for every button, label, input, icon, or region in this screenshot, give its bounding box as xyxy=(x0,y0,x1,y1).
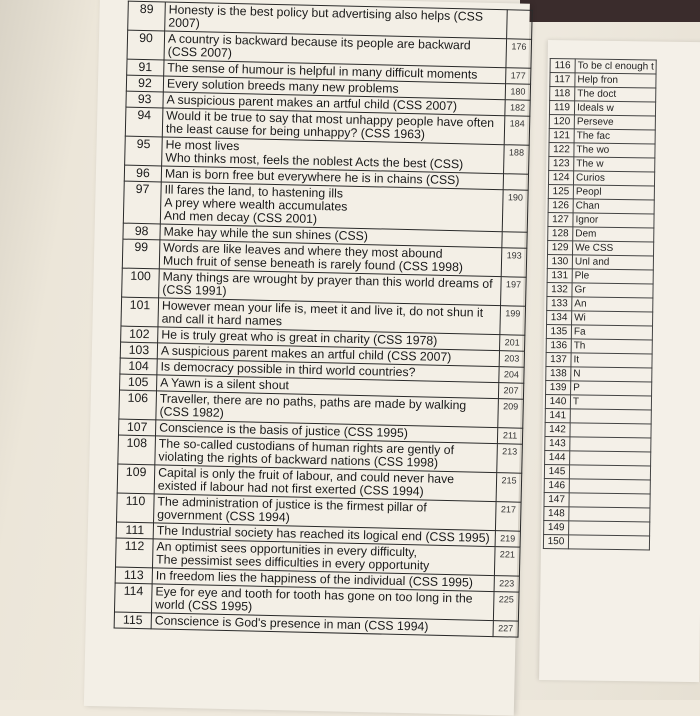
table-row xyxy=(547,311,653,326)
essay-topic xyxy=(570,423,651,438)
table-row xyxy=(544,520,650,535)
essay-topic: A country is backward because its people are backward (CSS 2007) xyxy=(164,31,507,68)
essay-topic xyxy=(568,535,649,550)
table-row xyxy=(544,464,650,479)
row-number: 150 xyxy=(543,534,568,548)
table-row xyxy=(545,450,651,465)
table-row xyxy=(548,171,654,186)
essay-topic: Conscience is the basis of justice (CSS 1995) xyxy=(155,420,497,444)
row-number: 146 xyxy=(544,478,569,492)
row-number: 106 xyxy=(119,390,157,420)
page-number: 203 xyxy=(499,351,524,368)
page-number: 207 xyxy=(498,383,523,400)
row-number: 129 xyxy=(548,241,573,255)
essay-topic: The administration of justice is the firmest pillar of government (CSS 1994) xyxy=(154,494,497,531)
essay-topic xyxy=(570,409,651,424)
row-number: 116 xyxy=(550,59,575,73)
page-number: 184 xyxy=(504,116,530,146)
background-surface xyxy=(520,0,700,22)
table-row xyxy=(545,395,651,410)
page-number: 190 xyxy=(502,190,528,233)
row-number: 145 xyxy=(544,464,569,478)
essay-topic: Gr xyxy=(572,283,653,298)
page-number: 217 xyxy=(495,502,521,532)
row-number: 113 xyxy=(115,567,152,584)
page-number: 227 xyxy=(493,621,518,638)
row-number: 138 xyxy=(546,367,571,381)
row-number: 128 xyxy=(548,227,573,241)
page-number: 211 xyxy=(497,428,522,445)
essay-topic: Make hay while the sun shines (CSS) xyxy=(160,224,502,248)
page-number: 219 xyxy=(495,531,520,548)
essay-topic: Wi xyxy=(572,311,653,326)
essay-topic: T xyxy=(570,395,651,410)
table-row xyxy=(543,534,649,549)
table-row xyxy=(546,339,652,354)
page-number: 223 xyxy=(494,576,519,593)
essay-topic: Eye for eye and tooth for tooth has gone on too long in the world (CSS 1995) xyxy=(151,584,494,621)
essay-topic xyxy=(570,437,651,452)
essay-topic xyxy=(569,507,650,522)
essay-topic: Would it be true to say that most unhappy people have often the least cause for being unhappy? (CSS 1963) xyxy=(162,108,505,145)
row-number: 115 xyxy=(114,612,151,629)
page-number: 176 xyxy=(506,39,532,69)
page-number: 180 xyxy=(505,84,530,101)
essay-topic: The fac xyxy=(574,129,655,144)
essay-topic: The wo xyxy=(574,143,655,158)
row-number: 99 xyxy=(122,239,160,269)
table-row xyxy=(550,87,656,102)
essay-topic: Th xyxy=(571,339,652,354)
table-row xyxy=(547,269,653,284)
essay-topic: The Industrial society has reached its logical end (CSS 1995) xyxy=(153,523,495,547)
page-number: 182 xyxy=(505,100,530,117)
row-number: 89 xyxy=(128,1,166,31)
row-number: 94 xyxy=(125,107,163,137)
table-row xyxy=(545,408,651,423)
row-number: 127 xyxy=(548,213,573,227)
row-number: 143 xyxy=(545,436,570,450)
essay-topic: Peopl xyxy=(573,185,654,200)
row-number: 121 xyxy=(549,129,574,143)
contents-table xyxy=(114,1,533,638)
table-row xyxy=(544,478,650,493)
right-page xyxy=(539,40,700,682)
essay-topic: Ideals w xyxy=(574,101,655,116)
essay-topic: However mean your life is, meet it and live it, do not shun it and call it hard names xyxy=(158,298,501,335)
essay-topic: Chan xyxy=(573,199,654,214)
main-page xyxy=(84,0,530,716)
row-number: 118 xyxy=(550,87,575,101)
table-row xyxy=(548,213,654,228)
essay-topic: Help fron xyxy=(575,73,656,88)
essay-topic: Perseve xyxy=(574,115,655,130)
page-number: 197 xyxy=(501,277,527,307)
row-number: 120 xyxy=(549,115,574,129)
essay-topic: N xyxy=(571,367,652,382)
row-number: 122 xyxy=(549,143,574,157)
page-number: 201 xyxy=(500,335,525,352)
row-number: 105 xyxy=(120,374,157,391)
essay-topic: The w xyxy=(574,157,655,172)
row-number: 133 xyxy=(547,297,572,311)
table-row xyxy=(548,241,654,256)
table-row xyxy=(546,381,652,396)
row-number: 101 xyxy=(121,297,159,327)
essay-topic: An optimist sees opportunities in every difficulty, The pessimist sees difficulties in every opportunity xyxy=(152,539,495,576)
table-row xyxy=(547,255,653,270)
essay-topic xyxy=(570,451,651,466)
essay-topic: The sense of humour is helpful in many difficult moments xyxy=(164,60,506,84)
page-number: 225 xyxy=(493,592,519,622)
essay-topic: Ill fares the land, to hastening ills A prey where wealth accumulates And men decay (CSS 2001) xyxy=(160,182,503,232)
row-number: 109 xyxy=(117,464,155,494)
essay-topic: Ignor xyxy=(573,213,654,228)
table-row xyxy=(550,73,656,88)
row-number: 119 xyxy=(549,101,574,115)
essay-topic: Ple xyxy=(572,269,653,284)
row-number: 102 xyxy=(121,326,158,343)
essay-topic: Is democracy possible in third world countries? xyxy=(157,359,499,383)
table-row xyxy=(546,367,652,382)
row-number: 100 xyxy=(122,268,160,298)
table-row xyxy=(549,143,655,158)
essay-topic: The so-called custodians of human rights are gently of violating the rights of backward nations (CSS 1998) xyxy=(155,436,498,473)
essay-topic: In freedom lies the happiness of the individual (CSS 1995) xyxy=(152,568,494,592)
row-number: 93 xyxy=(126,91,163,108)
essay-topic: Honesty is the best policy but advertising also helps (CSS 2007) xyxy=(165,2,508,39)
row-number: 90 xyxy=(127,30,165,60)
page-number: 177 xyxy=(506,68,531,85)
essay-topic: A Yawn is a silent shout xyxy=(157,375,499,399)
row-number: 131 xyxy=(547,269,572,283)
essay-topic: Many things are wrought by prayer than this world dreams of (CSS 1991) xyxy=(159,269,502,306)
page-number xyxy=(502,232,527,249)
essay-topic xyxy=(569,479,650,494)
essay-topic: Every solution breeds many new problems xyxy=(163,76,505,100)
table-row xyxy=(546,353,652,368)
essay-topic xyxy=(569,465,650,480)
row-number: 96 xyxy=(124,165,161,182)
essay-topic xyxy=(569,521,650,536)
row-number: 98 xyxy=(123,223,160,240)
row-number: 134 xyxy=(547,311,572,325)
row-number: 111 xyxy=(116,522,153,539)
row-number: 107 xyxy=(118,419,155,436)
row-number: 126 xyxy=(548,199,573,213)
row-number: 144 xyxy=(545,450,570,464)
table-row xyxy=(547,297,653,312)
row-number: 139 xyxy=(546,381,571,395)
essay-topic xyxy=(569,493,650,508)
table-row xyxy=(549,157,655,172)
row-number: 124 xyxy=(548,171,573,185)
table-row xyxy=(548,185,654,200)
row-number: 97 xyxy=(123,181,161,224)
row-number: 135 xyxy=(546,325,571,339)
page-number: 213 xyxy=(497,444,523,474)
row-number: 110 xyxy=(117,493,155,523)
row-number: 137 xyxy=(546,353,571,367)
row-number: 140 xyxy=(545,395,570,409)
essay-topic: Dem xyxy=(573,227,654,242)
table-row xyxy=(550,59,656,74)
essay-topic: Words are like leaves and where they most abound Much fruit of sense beneath is rarely found (CSS 1998) xyxy=(159,240,502,277)
page-number: 193 xyxy=(501,248,527,278)
row-number: 123 xyxy=(549,157,574,171)
page-number xyxy=(507,10,533,40)
row-number: 108 xyxy=(118,435,156,465)
essay-topic: The doct xyxy=(575,87,656,102)
row-number: 132 xyxy=(547,283,572,297)
row-number: 104 xyxy=(120,358,157,375)
row-number: 136 xyxy=(546,339,571,353)
essay-topic: Capital is only the fruit of labour, and could never have existed if labour had not first exerted (CSS 1994) xyxy=(154,465,497,502)
table-row xyxy=(545,422,651,437)
row-number: 92 xyxy=(126,75,163,92)
essay-topic: To be cl enough t xyxy=(575,59,656,74)
essay-topic: A suspicious parent makes an artful child (CSS 2007) xyxy=(163,92,505,116)
table-row xyxy=(548,199,654,214)
page-number xyxy=(503,174,528,191)
row-number: 149 xyxy=(544,520,569,534)
table-row xyxy=(547,283,653,298)
essay-topic: Fa xyxy=(571,325,652,340)
page-number: 188 xyxy=(504,145,530,175)
row-number: 114 xyxy=(114,583,152,613)
essay-topic: Unl and xyxy=(572,255,653,270)
table-row xyxy=(545,436,651,451)
row-number: 112 xyxy=(116,538,154,568)
table-row xyxy=(548,227,654,242)
essay-topic: Curios xyxy=(573,171,654,186)
essay-topic: He most lives Who thinks most, feels the noblest Acts the best (CSS) xyxy=(162,137,505,174)
right-contents-table xyxy=(543,58,657,550)
table-row xyxy=(549,129,655,144)
page-number: 215 xyxy=(496,473,522,503)
row-number: 147 xyxy=(544,492,569,506)
row-number: 130 xyxy=(547,255,572,269)
essay-topic: We CSS xyxy=(573,241,654,256)
row-number: 125 xyxy=(548,185,573,199)
essay-topic: Man is born free but everywhere he is in chains (CSS) xyxy=(161,166,503,190)
essay-topic: Traveller, there are no paths, paths are made by walking (CSS 1982) xyxy=(156,391,499,428)
essay-topic: P xyxy=(571,381,652,396)
row-number: 148 xyxy=(544,506,569,520)
row-number: 117 xyxy=(550,73,575,87)
essay-topic: It xyxy=(571,353,652,368)
table-row xyxy=(549,101,655,116)
page-number: 199 xyxy=(500,306,526,336)
row-number: 91 xyxy=(127,59,164,76)
table-row xyxy=(546,325,652,340)
row-number: 103 xyxy=(120,342,157,359)
page-number: 204 xyxy=(499,367,524,384)
row-number: 95 xyxy=(125,136,163,166)
row-number: 142 xyxy=(545,422,570,436)
table-row xyxy=(549,115,655,130)
essay-topic: Conscience is God's presence in man (CSS 1994) xyxy=(151,613,493,637)
row-number: 141 xyxy=(545,408,570,422)
essay-topic: An xyxy=(572,297,653,312)
table-row xyxy=(544,492,650,507)
essay-topic: He is truly great who is great in charity (CSS 1978) xyxy=(158,327,500,351)
page-number: 209 xyxy=(498,399,524,429)
essay-topic: A suspicious parent makes an artful child (CSS 2007) xyxy=(157,343,499,367)
table-row xyxy=(544,506,650,521)
page-number: 221 xyxy=(494,547,520,577)
